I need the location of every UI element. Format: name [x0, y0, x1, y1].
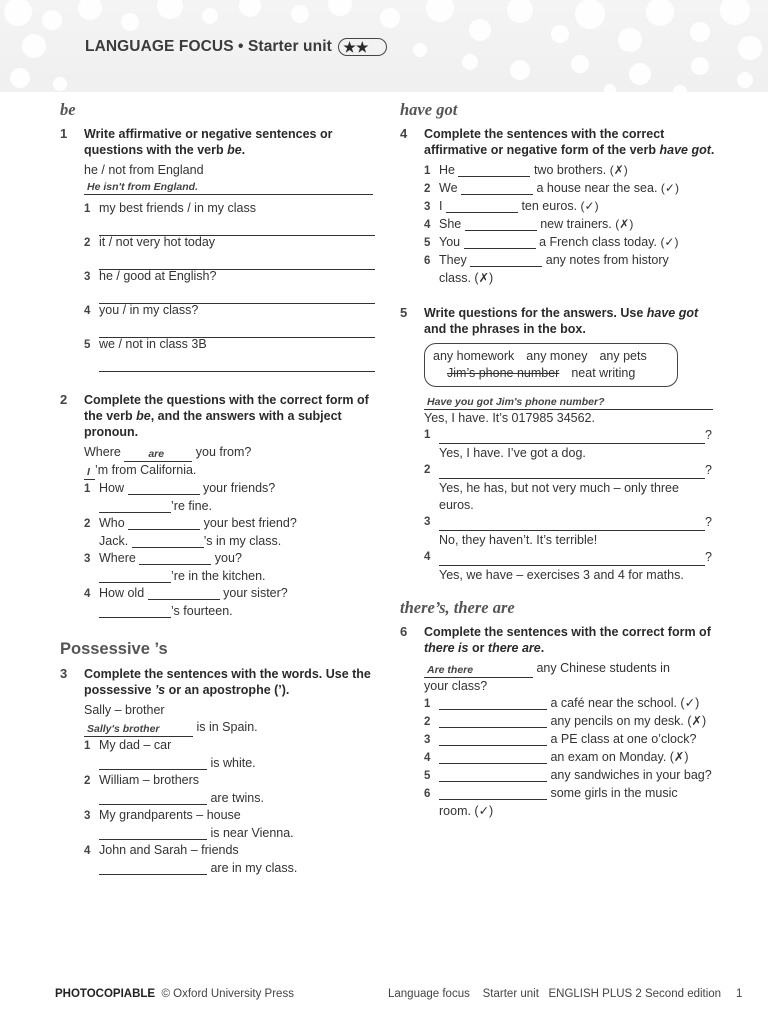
exercise-5-item: 4 ? [424, 550, 712, 564]
exercise-3-answer: is white. [60, 755, 375, 772]
answer-gap[interactable] [99, 756, 207, 770]
exercise-3-item: 1 My dad – car [84, 738, 172, 752]
exercise-1-item: 3 he / good at English? [60, 268, 375, 302]
exercise-2-item: 2 Who your best friend? [84, 516, 297, 530]
exercise-6-item: 2 any pencils on my desk. (✗) [424, 714, 707, 728]
section-title-have-got: have got [400, 100, 458, 119]
exercise-4-item: 3 I ten euros. (✓) [424, 199, 599, 213]
exercise-3-item: 4 John and Sarah – friends [84, 843, 239, 857]
exercise-2-answer: ’re in the kitchen. [60, 568, 375, 585]
exercise-5-instruction: 5 Write questions for the answers. Use have got and the phrases in the box. [400, 305, 699, 336]
exercise-2-item: 4 How old your sister? [84, 586, 288, 600]
answer-line[interactable] [439, 552, 705, 566]
answer-gap[interactable] [461, 181, 533, 195]
exercise-4-item: 4 She new trainers. (✗) [424, 217, 634, 231]
answer-gap[interactable] [132, 534, 204, 548]
exercise-6-item-cont: room. (✓) [439, 804, 494, 818]
exercise-4-item: 6 They any notes from history [424, 253, 669, 267]
page-number: 1 [736, 988, 743, 1000]
answer-gap[interactable] [139, 551, 211, 565]
exercise-5-item: 1 ? [424, 428, 712, 442]
example-answer-6: Are there any Chinese students in [400, 660, 715, 678]
answer-gap[interactable] [99, 499, 171, 513]
exercise-1-item: 1 my best friends / in my class [60, 200, 375, 234]
star-rating-icon: ★★ [338, 38, 386, 56]
example-reply-5: Yes, I have. It’s 017985 34562. [424, 411, 595, 425]
answer-gap[interactable] [99, 604, 171, 618]
exercise-2-instruction: 2 Complete the questions with the correct form of the verb be, and the answers with a subject pronoun. [60, 392, 369, 439]
exercise-5-reply: Yes, we have – exercises 3 and 4 for maths. [439, 568, 684, 582]
footer-left: PHOTOCOPIABLE © Oxford University Press [55, 988, 294, 1000]
example-answer-3: Sally's brother is in Spain. [60, 719, 375, 737]
example-question: Where are you from? [84, 445, 252, 460]
answer-gap[interactable] [148, 586, 220, 600]
exercise-3-item: 2 William – brothers [84, 773, 200, 787]
answer-gap[interactable] [464, 235, 536, 249]
answer-line[interactable] [439, 430, 705, 444]
section-title-theres: there’s, there are [400, 598, 515, 617]
exercise-3-item: 3 My grandparents – house [84, 808, 241, 822]
answer-gap[interactable] [99, 569, 171, 583]
answer-gap[interactable] [99, 791, 207, 805]
exercise-1-item: 2 it / not very hot today [60, 234, 375, 268]
exercise-4-item: 5 You a French class today. (✓) [424, 235, 679, 249]
page-title: LANGUAGE FOCUS • Starter unit ★★ [85, 38, 387, 56]
answer-gap[interactable] [458, 163, 530, 177]
exercise-4-item-cont: class. (✗) [439, 271, 494, 285]
exercise-1-instruction: 1 Write affirmative or negative sentences or questions with the verb be. [60, 126, 333, 157]
exercise-6-item: 4 an exam on Monday. (✗) [424, 750, 689, 764]
example-answer: He isn't from England. [60, 180, 375, 200]
answer-gap[interactable] [439, 750, 547, 764]
exercise-6-instruction: 6 Complete the sentences with the correct form of there is or there are. [400, 624, 711, 655]
header-band [0, 0, 768, 92]
answer-gap[interactable] [99, 861, 207, 875]
exercise-2-answer: ’re fine. [60, 498, 375, 515]
exercise-2-item: 3 Where you? [84, 551, 242, 565]
exercise-1-item: 4 you / in my class? [60, 302, 375, 336]
answer-gap[interactable] [446, 199, 518, 213]
exercise-3-answer: are in my class. [60, 860, 375, 877]
answer-gap[interactable] [439, 768, 547, 782]
answer-gap[interactable] [128, 516, 200, 530]
exercise-2-answer: ’s fourteen. [60, 603, 375, 620]
phrase-box: any homework any money any pets Jim’s phone number neat writing [424, 343, 678, 387]
section-title-possessive: Possessive ’s [60, 640, 168, 658]
answer-gap[interactable] [470, 253, 542, 267]
answer-gap[interactable] [465, 217, 537, 231]
exercise-5-reply: No, they haven’t. It’s terrible! [439, 533, 598, 547]
answer-gap[interactable] [439, 786, 547, 800]
example-answer-2: I ’m from California. [60, 462, 375, 480]
answer-gap[interactable] [439, 696, 547, 710]
exercise-6-item: 3 a PE class at one o’clock? [424, 732, 697, 746]
exercise-6-item: 5 any sandwiches in your bag? [424, 768, 712, 782]
answer-line[interactable] [439, 465, 705, 479]
exercise-4-item: 2 We a house near the sea. (✓) [424, 181, 679, 195]
exercise-6-item: 6 some girls in the music [424, 786, 678, 800]
exercise-5-item: 3 ? [424, 515, 712, 529]
exercise-2-item: 1 How your friends? [84, 481, 276, 495]
exercise-5-reply: Yes, I have. I’ve got a dog. [439, 446, 586, 460]
example-prompt: he / not from England [84, 163, 204, 177]
example-answer-6-cont: your class? [424, 679, 488, 693]
exercise-4-instruction: 4 Complete the sentences with the correct affirmative or negative form of the verb have got. [400, 126, 715, 157]
exercise-4-item: 1 He two brothers. (✗) [424, 163, 628, 177]
answer-line[interactable] [439, 517, 705, 531]
exercise-5-item: 2 ? [424, 463, 712, 477]
right-column [400, 98, 715, 820]
answer-gap[interactable] [99, 826, 207, 840]
exercise-6-item: 1 a café near the school. (✓) [424, 696, 700, 710]
example-answer-5: Have you got Jim's phone number? [400, 395, 715, 410]
exercise-1-item: 5 we / not in class 3B [60, 336, 375, 370]
footer-right: Language focus Starter unit ENGLISH PLUS 2 Second edition [388, 988, 722, 1000]
left-column [60, 98, 375, 877]
section-title-be: be [60, 100, 76, 119]
example-prompt-3: Sally – brother [84, 703, 165, 717]
answer-line[interactable] [99, 360, 375, 372]
exercise-3-answer: is near Vienna. [60, 825, 375, 842]
exercise-5-reply-cont: euros. [439, 498, 474, 512]
exercise-3-answer: are twins. [60, 790, 375, 807]
answer-gap[interactable] [128, 481, 200, 495]
exercise-3-instruction: 3 Complete the sentences with the words. Use the possessive ’s or an apostrophe (’). [60, 666, 371, 697]
answer-gap[interactable] [439, 732, 547, 746]
answer-gap[interactable] [439, 714, 547, 728]
exercise-5-reply: Yes, he has, but not very much – only three [439, 481, 679, 495]
exercise-2-answer: Jack. ’s in my class. [99, 534, 282, 548]
